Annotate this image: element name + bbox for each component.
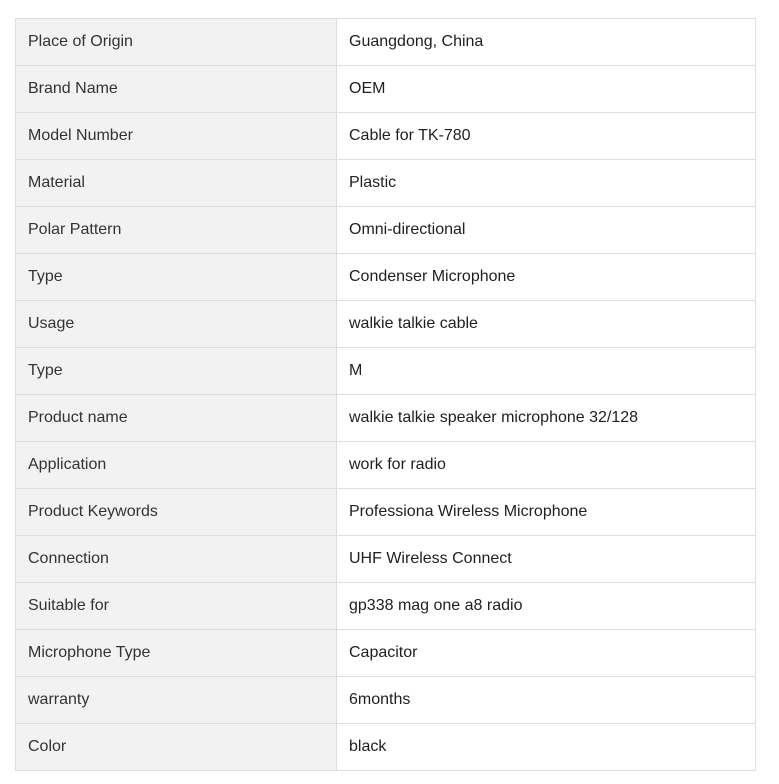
spec-label: Microphone Type [16, 630, 337, 677]
table-row [16, 677, 756, 724]
spec-value: Condenser Microphone [337, 254, 756, 301]
spec-value: Capacitor [337, 630, 756, 677]
table-row [16, 301, 756, 348]
spec-label: Usage [16, 301, 337, 348]
spec-value: Professiona Wireless Microphone [337, 489, 756, 536]
spec-label: Color [16, 724, 337, 771]
spec-value: work for radio [337, 442, 756, 489]
spec-label: Model Number [16, 113, 337, 160]
spec-label: Product name [16, 395, 337, 442]
product-spec-table [15, 18, 756, 771]
spec-label: Type [16, 254, 337, 301]
table-row [16, 19, 756, 66]
table-row [16, 66, 756, 113]
spec-label: Polar Pattern [16, 207, 337, 254]
spec-value: Plastic [337, 160, 756, 207]
spec-value: 6months [337, 677, 756, 724]
spec-table-body [16, 19, 756, 771]
table-row [16, 724, 756, 771]
spec-label: Brand Name [16, 66, 337, 113]
spec-label: Product Keywords [16, 489, 337, 536]
spec-value: Omni-directional [337, 207, 756, 254]
spec-value: walkie talkie speaker microphone 32/128 [337, 395, 756, 442]
spec-label: Type [16, 348, 337, 395]
table-row [16, 254, 756, 301]
spec-label: Connection [16, 536, 337, 583]
spec-value: walkie talkie cable [337, 301, 756, 348]
table-row [16, 536, 756, 583]
table-row [16, 113, 756, 160]
table-row [16, 489, 756, 536]
table-row [16, 160, 756, 207]
spec-label: Place of Origin [16, 19, 337, 66]
table-row [16, 395, 756, 442]
spec-label: Material [16, 160, 337, 207]
spec-label: Suitable for [16, 583, 337, 630]
spec-value: UHF Wireless Connect [337, 536, 756, 583]
table-row [16, 348, 756, 395]
spec-value: gp338 mag one a8 radio [337, 583, 756, 630]
spec-value: Guangdong, China [337, 19, 756, 66]
spec-value: black [337, 724, 756, 771]
spec-value: OEM [337, 66, 756, 113]
table-row [16, 207, 756, 254]
spec-value: M [337, 348, 756, 395]
spec-value: Cable for TK-780 [337, 113, 756, 160]
table-row [16, 583, 756, 630]
table-row [16, 630, 756, 677]
table-row [16, 442, 756, 489]
spec-label: Application [16, 442, 337, 489]
spec-label: warranty [16, 677, 337, 724]
